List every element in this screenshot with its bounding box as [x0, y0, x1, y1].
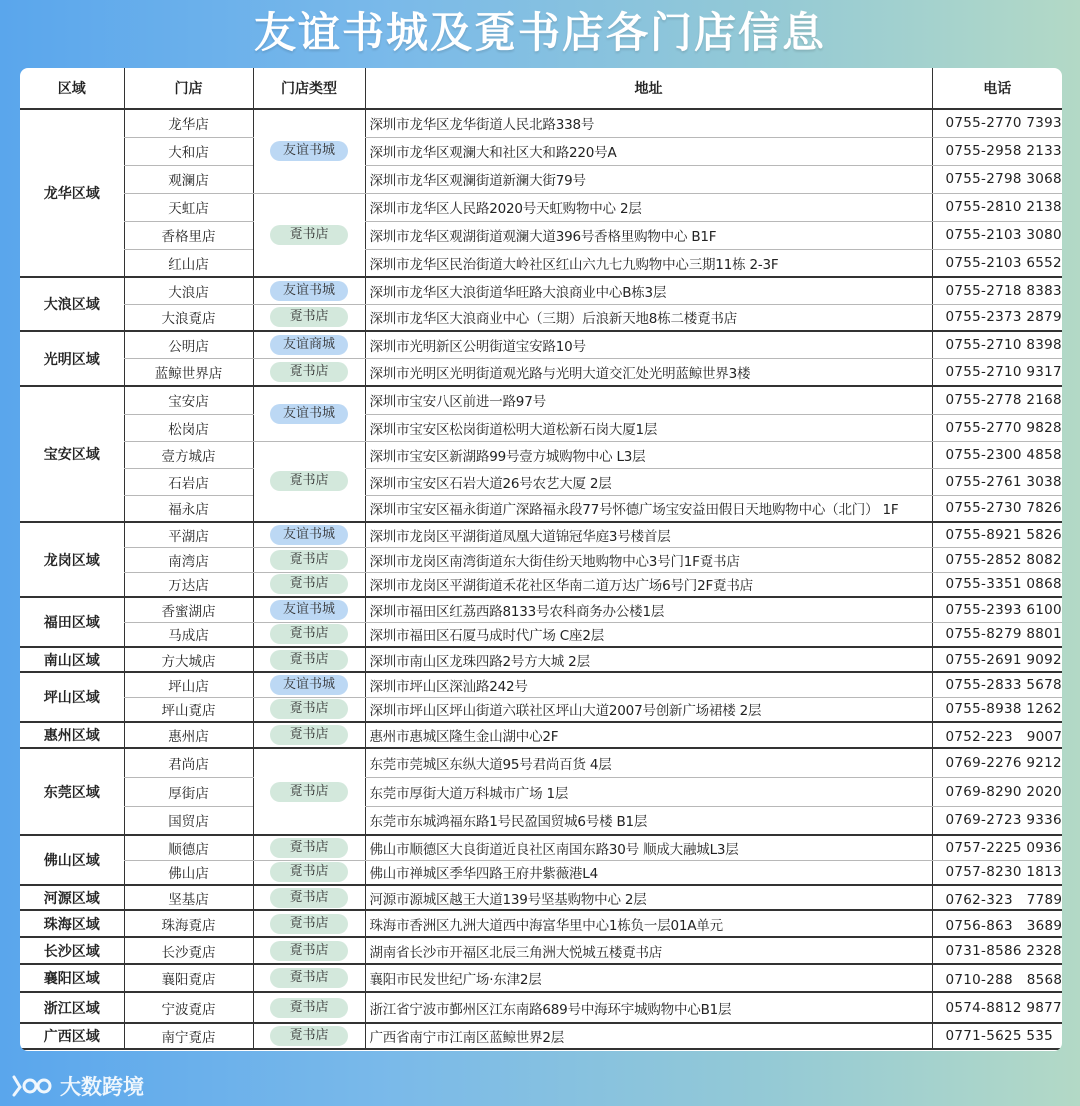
table-row	[20, 109, 1062, 137]
address-cell: 佛山市顺德区大良街道近良社区南国东路30号 顺成大融城L3层	[365, 835, 932, 860]
address-cell: 浙江省宁波市鄞州区江东南路689号中海环宇城购物中心B1层	[365, 992, 932, 1023]
store-type-cell	[253, 1023, 365, 1049]
phone-cell: 0757-8230 1813	[932, 860, 1062, 885]
phone-cell: 0755-2761 3038	[932, 468, 1062, 495]
address-cell: 深圳市光明新区公明街道宝安路10号	[365, 331, 932, 358]
store-type-cell	[253, 109, 365, 193]
address-cell: 深圳市龙华区民治街道大岭社区红山六九七九购物中心三期11栋 2-3F	[365, 249, 932, 277]
address-cell: 东莞市莞城区东纵大道95号君尚百货 4层	[365, 748, 932, 777]
store-type-cell	[253, 937, 365, 964]
table-row	[20, 414, 1062, 441]
region-cell: 龙岗区域	[20, 522, 124, 597]
address-cell: 襄阳市民发世纪广场·东津2层	[365, 964, 932, 992]
region-cell: 东莞区域	[20, 748, 124, 835]
store-name-cell: 大和店	[124, 137, 253, 165]
table-body	[20, 109, 1062, 1049]
store-type-cell	[253, 910, 365, 937]
watermark	[10, 1070, 144, 1102]
store-type-badge: 友谊书城	[270, 600, 348, 620]
header-address: 地址	[365, 68, 932, 109]
region-cell: 广西区域	[20, 1023, 124, 1049]
address-cell: 深圳市宝安区福永街道广深路福永段77号怀德广场宝安益田假日天地购物中心（北门） 1F	[365, 495, 932, 522]
store-type-cell	[253, 547, 365, 572]
store-name-cell: 君尚店	[124, 748, 253, 777]
address-cell: 东莞市厚街大道万科城市广场 1层	[365, 777, 932, 806]
region-cell: 河源区域	[20, 885, 124, 910]
table-row	[20, 304, 1062, 331]
store-type-badge: 覔书店	[270, 862, 348, 882]
store-type-badge: 友谊书城	[270, 404, 348, 424]
store-name-cell: 大浪店	[124, 277, 253, 304]
phone-cell: 0755-2958 2133	[932, 137, 1062, 165]
phone-cell: 0755-8921 5826	[932, 522, 1062, 547]
table-row	[20, 1023, 1062, 1049]
table-row	[20, 937, 1062, 964]
phone-cell: 0755-2393 6100	[932, 597, 1062, 622]
store-table	[20, 68, 1062, 1050]
store-name-cell: 厚街店	[124, 777, 253, 806]
phone-cell: 0755-2103 3080	[932, 221, 1062, 249]
address-cell: 河源市源城区越王大道139号坚基购物中心 2层	[365, 885, 932, 910]
address-cell: 深圳市宝安区新湖路99号壹方城购物中心 L3层	[365, 441, 932, 468]
store-type-cell	[253, 597, 365, 622]
table-row	[20, 647, 1062, 672]
table-row	[20, 547, 1062, 572]
address-cell: 惠州市惠城区隆生金山湖中心2F	[365, 722, 932, 748]
store-type-badge: 覔书店	[270, 914, 348, 934]
table-row	[20, 137, 1062, 165]
store-name-cell: 宁波覔店	[124, 992, 253, 1023]
address-cell: 深圳市龙华区大浪商业中心（三期）后浪新天地8栋二楼覔书店	[365, 304, 932, 331]
phone-cell: 0756-863 3689	[932, 910, 1062, 937]
store-name-cell: 红山店	[124, 249, 253, 277]
phone-cell: 0710-288 8568	[932, 964, 1062, 992]
region-cell: 大浪区域	[20, 277, 124, 331]
store-name-cell: 方大城店	[124, 647, 253, 672]
table-row	[20, 441, 1062, 468]
store-type-cell	[253, 386, 365, 441]
table-row	[20, 910, 1062, 937]
store-name-cell: 国贸店	[124, 806, 253, 835]
store-name-cell: 顺德店	[124, 835, 253, 860]
table-row	[20, 835, 1062, 860]
store-type-badge: 友谊商城	[270, 335, 348, 355]
store-type-cell	[253, 647, 365, 672]
store-name-cell: 珠海覔店	[124, 910, 253, 937]
table-row	[20, 386, 1062, 414]
address-cell: 深圳市龙岗区平湖街道禾花社区华南二道万达广场6号门2F覔书店	[365, 572, 932, 597]
table-row	[20, 221, 1062, 249]
table-row	[20, 277, 1062, 304]
phone-cell: 0752-223 9007	[932, 722, 1062, 748]
store-type-cell	[253, 964, 365, 992]
store-type-cell	[253, 672, 365, 697]
store-name-cell: 公明店	[124, 331, 253, 358]
region-cell: 龙华区域	[20, 109, 124, 277]
table-row	[20, 672, 1062, 697]
store-name-cell: 南湾店	[124, 547, 253, 572]
address-cell: 东莞市东城鸿福东路1号民盈国贸城6号楼 B1层	[365, 806, 932, 835]
store-name-cell: 宝安店	[124, 386, 253, 414]
store-type-badge: 覔书店	[270, 838, 348, 858]
store-type-badge: 覔书店	[270, 574, 348, 594]
store-name-cell: 襄阳覔店	[124, 964, 253, 992]
table-row	[20, 331, 1062, 358]
store-name-cell: 福永店	[124, 495, 253, 522]
region-cell: 惠州区域	[20, 722, 124, 748]
phone-cell: 0755-2710 9317	[932, 358, 1062, 386]
address-cell: 深圳市龙华区观澜街道新澜大街79号	[365, 165, 932, 193]
address-cell: 深圳市宝安区石岩大道26号农艺大厦 2层	[365, 468, 932, 495]
store-name-cell: 惠州店	[124, 722, 253, 748]
store-type-badge: 覔书店	[270, 471, 348, 491]
address-cell: 广西省南宁市江南区蓝鲸世界2层	[365, 1023, 932, 1049]
store-type-cell	[253, 722, 365, 748]
address-cell: 深圳市龙华区人民路2020号天虹购物中心 2层	[365, 193, 932, 221]
address-cell: 深圳市光明区光明街道观光路与光明大道交汇处光明蓝鲸世界3楼	[365, 358, 932, 386]
region-cell: 长沙区域	[20, 937, 124, 964]
table-row	[20, 806, 1062, 835]
table-row	[20, 722, 1062, 748]
store-type-cell	[253, 358, 365, 386]
address-cell: 深圳市福田区红荔西路8133号农科商务办公楼1层	[365, 597, 932, 622]
address-cell: 深圳市宝安八区前进一路97号	[365, 386, 932, 414]
store-type-badge: 覔书店	[270, 550, 348, 570]
region-cell: 襄阳区域	[20, 964, 124, 992]
phone-cell: 0755-2833 5678	[932, 672, 1062, 697]
phone-cell: 0755-3351 0868	[932, 572, 1062, 597]
phone-cell: 0755-2770 7393	[932, 109, 1062, 137]
page-title: 友谊书城及覔书店各门店信息	[253, 8, 826, 57]
address-cell: 深圳市龙华区龙华街道人民北路338号	[365, 109, 932, 137]
region-cell: 南山区域	[20, 647, 124, 672]
table-row	[20, 777, 1062, 806]
header-store: 门店	[124, 68, 253, 109]
store-type-badge: 覔书店	[270, 650, 348, 670]
address-cell: 深圳市福田区石厦马成时代广场 C座2层	[365, 622, 932, 647]
header-region: 区域	[20, 68, 124, 109]
address-cell: 湖南省长沙市开福区北辰三角洲大悦城五楼覔书店	[365, 937, 932, 964]
store-name-cell: 南宁覔店	[124, 1023, 253, 1049]
table-header-row	[20, 68, 1062, 109]
phone-cell: 0574-8812 9877	[932, 992, 1062, 1023]
table-row	[20, 572, 1062, 597]
store-name-cell: 蓝鲸世界店	[124, 358, 253, 386]
store-name-cell: 石岩店	[124, 468, 253, 495]
phone-cell: 0755-8938 1262	[932, 697, 1062, 722]
store-type-cell	[253, 622, 365, 647]
store-type-cell	[253, 572, 365, 597]
store-type-cell	[253, 277, 365, 304]
header-phone: 电话	[932, 68, 1062, 109]
store-type-badge: 覔书店	[270, 1026, 348, 1046]
address-cell: 珠海市香洲区九洲大道西中海富华里中心1栋负一层01A单元	[365, 910, 932, 937]
address-cell: 深圳市龙岗区南湾街道东大街佳纷天地购物中心3号门1F覔书店	[365, 547, 932, 572]
address-cell: 佛山市禅城区季华四路王府井紫薇港L4	[365, 860, 932, 885]
store-name-cell: 马成店	[124, 622, 253, 647]
address-cell: 深圳市龙华区观澜大和社区大和路220号A	[365, 137, 932, 165]
phone-cell: 0755-2300 4858	[932, 441, 1062, 468]
table-row	[20, 165, 1062, 193]
store-name-cell: 香格里店	[124, 221, 253, 249]
store-type-badge: 覔书店	[270, 888, 348, 908]
phone-cell: 0731-8586 2328	[932, 937, 1062, 964]
store-type-badge: 覔书店	[270, 998, 348, 1018]
store-type-badge: 友谊书城	[270, 281, 348, 301]
store-type-cell	[253, 885, 365, 910]
store-type-cell	[253, 992, 365, 1023]
table-row	[20, 622, 1062, 647]
phone-cell: 0757-2225 0936	[932, 835, 1062, 860]
address-cell: 深圳市龙岗区平湖街道凤凰大道锦冠华庭3号楼首层	[365, 522, 932, 547]
table-row	[20, 249, 1062, 277]
store-type-badge: 友谊书城	[270, 141, 348, 161]
phone-cell: 0755-2718 8383	[932, 277, 1062, 304]
phone-cell: 0762-323 7789	[932, 885, 1062, 910]
address-cell: 深圳市坪山区深汕路242号	[365, 672, 932, 697]
store-type-cell	[253, 331, 365, 358]
store-type-cell	[253, 835, 365, 860]
store-name-cell: 平湖店	[124, 522, 253, 547]
store-type-badge: 友谊书城	[270, 675, 348, 695]
store-name-cell: 万达店	[124, 572, 253, 597]
region-cell: 浙江区域	[20, 992, 124, 1023]
address-cell: 深圳市坪山区坪山街道六联社区坪山大道2007号创新广场裙楼 2层	[365, 697, 932, 722]
address-cell: 深圳市南山区龙珠四路2号方大城 2层	[365, 647, 932, 672]
store-type-cell	[253, 441, 365, 522]
store-type-cell	[253, 304, 365, 331]
store-name-cell: 坚基店	[124, 885, 253, 910]
phone-cell: 0771-5625 535	[932, 1023, 1062, 1049]
phone-cell: 0769-2723 9336	[932, 806, 1062, 835]
table-row	[20, 860, 1062, 885]
store-type-badge: 覔书店	[270, 941, 348, 961]
table-row	[20, 597, 1062, 622]
region-cell: 坪山区域	[20, 672, 124, 722]
store-type-badge: 覔书店	[270, 362, 348, 382]
address-cell: 深圳市龙华区观湖街道观澜大道396号香格里购物中心 B1F	[365, 221, 932, 249]
store-name-cell: 长沙覔店	[124, 937, 253, 964]
table-row	[20, 885, 1062, 910]
store-name-cell: 坪山店	[124, 672, 253, 697]
store-type-badge: 覔书店	[270, 624, 348, 644]
phone-cell: 0755-2770 9828	[932, 414, 1062, 441]
phone-cell: 0755-2778 2168	[932, 386, 1062, 414]
store-name-cell: 观澜店	[124, 165, 253, 193]
store-name-cell: 大浪覔店	[124, 304, 253, 331]
region-cell: 福田区域	[20, 597, 124, 647]
region-cell: 宝安区域	[20, 386, 124, 522]
table-row	[20, 522, 1062, 547]
store-name-cell: 松岗店	[124, 414, 253, 441]
phone-cell: 0755-2373 2879	[932, 304, 1062, 331]
phone-cell: 0755-2103 6552	[932, 249, 1062, 277]
phone-cell: 0755-2730 7826	[932, 495, 1062, 522]
phone-cell: 0755-2710 8398	[932, 331, 1062, 358]
store-type-cell	[253, 193, 365, 277]
store-name-cell: 龙华店	[124, 109, 253, 137]
store-name-cell: 佛山店	[124, 860, 253, 885]
table-row	[20, 495, 1062, 522]
store-type-cell	[253, 697, 365, 722]
phone-cell: 0769-8290 2020	[932, 777, 1062, 806]
phone-cell: 0755-2810 2138	[932, 193, 1062, 221]
table-row	[20, 697, 1062, 722]
header-type: 门店类型	[253, 68, 365, 109]
phone-cell: 0769-2276 9212	[932, 748, 1062, 777]
phone-cell: 0755-2691 9092	[932, 647, 1062, 672]
store-name-cell: 壹方城店	[124, 441, 253, 468]
region-cell: 光明区域	[20, 331, 124, 386]
phone-cell: 0755-8279 8801	[932, 622, 1062, 647]
store-type-badge: 覔书店	[270, 699, 348, 719]
store-type-badge: 覔书店	[270, 307, 348, 327]
table-row	[20, 992, 1062, 1023]
watermark-text: 大数跨境	[60, 1075, 144, 1099]
store-type-badge: 覔书店	[270, 725, 348, 745]
store-name-cell: 香蜜湖店	[124, 597, 253, 622]
store-type-badge: 友谊书城	[270, 525, 348, 545]
address-cell: 深圳市宝安区松岗街道松明大道松新石岗大厦1层	[365, 414, 932, 441]
table-row	[20, 468, 1062, 495]
store-type-badge: 覔书店	[270, 782, 348, 802]
store-name-cell: 天虹店	[124, 193, 253, 221]
address-cell: 深圳市龙华区大浪街道华旺路大浪商业中心B栋3层	[365, 277, 932, 304]
region-cell: 佛山区域	[20, 835, 124, 885]
store-table-panel	[20, 68, 1062, 1051]
table-row	[20, 748, 1062, 777]
table-row	[20, 193, 1062, 221]
store-type-cell	[253, 522, 365, 547]
table-row	[20, 358, 1062, 386]
store-type-cell	[253, 860, 365, 885]
table-row	[20, 964, 1062, 992]
store-type-badge: 覔书店	[270, 225, 348, 245]
region-cell: 珠海区域	[20, 910, 124, 937]
store-name-cell: 坪山覔店	[124, 697, 253, 722]
phone-cell: 0755-2798 3068	[932, 165, 1062, 193]
dashu-logo-icon	[10, 1073, 54, 1099]
phone-cell: 0755-2852 8082	[932, 547, 1062, 572]
store-type-badge: 覔书店	[270, 968, 348, 988]
store-type-cell	[253, 748, 365, 835]
